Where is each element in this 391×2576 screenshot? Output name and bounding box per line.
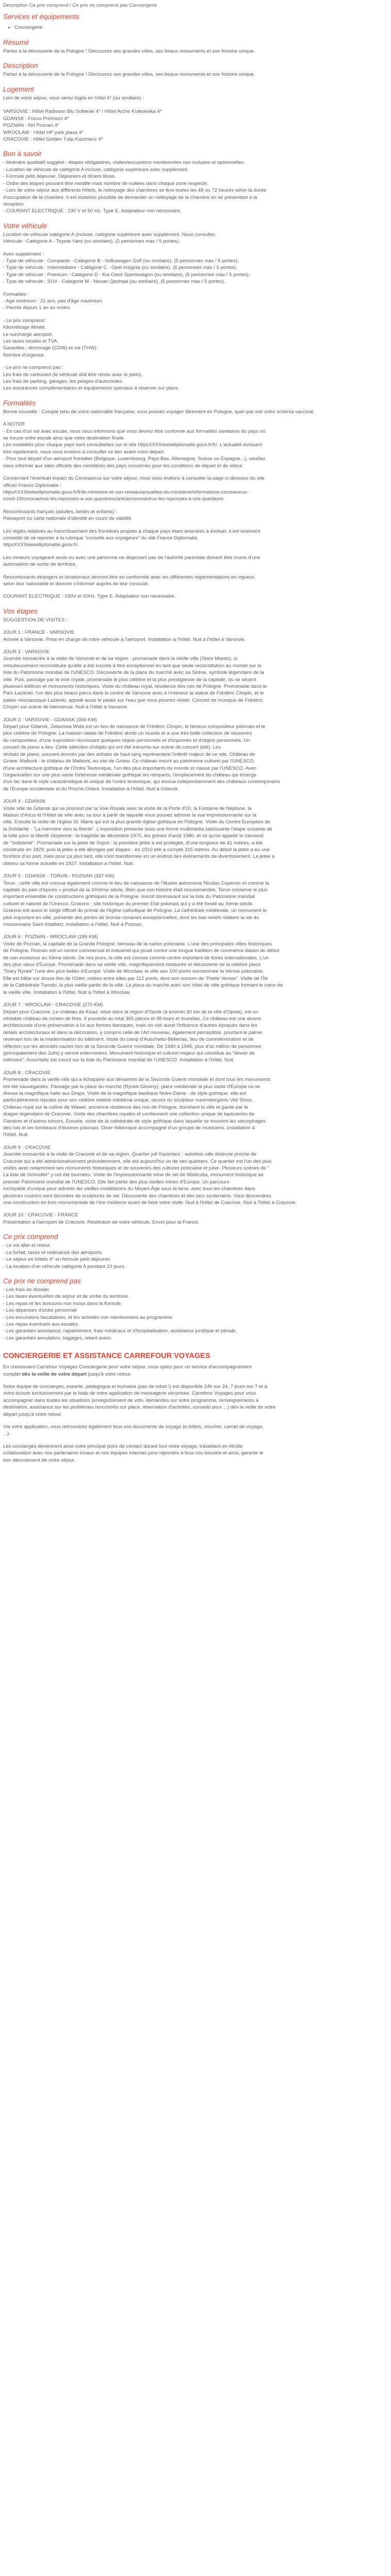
prix-ne-comprend-title: Ce prix ne comprend pas — [3, 1277, 81, 1285]
logement-block — [3, 95, 388, 143]
formalites-p8: COURANT ELECTRIQUE : 230V et 50Hz. Type E. Adaptateur non nécessaire. — [3, 594, 176, 600]
itinerary-day — [3, 1002, 388, 1064]
hotel-line: POZNAN : NH Poznan 4* — [3, 123, 59, 129]
text-line: - Itinéraire qualitatif suggéré : étapes obligatoires, visites/excursions mentionnées non incluses et optionnelles. — [3, 160, 245, 166]
day-heading: JOUR 6 : POZNAN - WROCLAW (186 KM) — [3, 934, 98, 940]
text-line: - Le forfait, taxes et redevance des aéroports. — [3, 1249, 103, 1256]
formalites-attention — [3, 421, 388, 469]
day-text-line: Journée consacrée à la visite de Cracovie et de sa région. Quartier juif Kazimierz : autrefois ville distincte proche de — [3, 1151, 257, 1158]
day-text-line: construite en 1829, puis la jetée a été allongée par étapes - en 1910 elle a compté 315 mètres. Au début la jetée a eu une — [3, 846, 270, 853]
text-line: A NOTER — [3, 421, 25, 428]
text-line: réception. — [3, 201, 25, 207]
conciergerie-p1 — [3, 1364, 388, 1378]
day-heading: JOUR 2 : VARSOVIE — [3, 649, 50, 655]
text-line: Concernant l'éventuel impact du Coronavirus sur votre séjour, nous vous invitons à consulter la page ci-dessous du site — [3, 476, 265, 482]
text-line: - Le vol aller et retour. — [3, 1243, 51, 1249]
day-text-line: Maison d'Artus et l'Hôtel de ville avec sa tour à partir de laquelle vous pouvez admirer la vue impressionnante sur la — [3, 812, 257, 818]
vehicule-avec — [3, 251, 388, 285]
text-line: - Age minimum : 21 ans, pas d'âge maximum. — [3, 298, 104, 304]
day-text-line: Cracovie qui a été administrativement précédemment, elle est aujourd'hui un de ses quartiers. Ce quartier est l'un des plus — [3, 1158, 272, 1164]
itinerary-day — [3, 1144, 388, 1207]
text-line: Nombre d'urgence. — [3, 352, 45, 358]
etapes-title: Vos étapes — [3, 607, 38, 615]
itinerary-day — [3, 717, 388, 792]
text-line: Les mineurs voyageant seuls ou avec une personne ne disposant pas de l'autorité parentale doivent être munis d'une — [3, 554, 260, 561]
day-text-line: Chopin sur scène de bienvenue. Nuit à l'hôtel à Varsovie. — [3, 704, 128, 710]
text-line: - Le prix comprend : — [3, 317, 47, 324]
bon-savoir-title: Bon à savoir — [3, 150, 42, 158]
text-line: - Les frais de dossier. — [3, 1286, 51, 1293]
prix-comprend-title: Ce prix comprend — [3, 1233, 58, 1241]
conciergerie-title: CONCIERGERIE ET ASSISTANCE CARREFOUR VOYAGES — [3, 1352, 210, 1361]
day-text-line: Visite ville de Gdansk qui se poursuit par la Voie Royale avec la visite de la Porte d'Or, la Fontaine de Neptune, la — [3, 805, 252, 811]
text-line: votre écoute exclusivement par le biais de votre application de messagerie sécurisée. Carrefour Voyages pour vous — [3, 1391, 256, 1397]
text-line: accompagner dans toutes les situations (enregistrement de vols, demandes sur votre programme, renseignements à — [3, 1397, 258, 1403]
logement-title: Logement — [3, 85, 35, 93]
itinerary-day — [3, 1070, 388, 1139]
text-line: ...). — [3, 1431, 10, 1437]
day-text-line: du compositeur, d'une exposition réunissant quelques objets personnels et d'imprimés et d'objets personnels. Un — [3, 737, 250, 743]
day-text-line: de Pologne, Poznan est un centre commercial et industriel qui jouait contre une longue tradition de commerce datant du début — [3, 948, 280, 954]
day-text-line: obtenu sa forme actuelle en 1927. Installation à l'hôtel. Nuit. — [3, 860, 135, 867]
hotel-line: VARSOVIE : Hôtel Radisson Blu Sobieski 4* / Hôtel Arche Krakowska 4* — [3, 109, 162, 115]
text-line: - Les dépenses d'ordre personnel — [3, 1308, 77, 1314]
itinerary-day — [3, 1212, 388, 1226]
day-text-line: dresse la magnifique halle aux Draps. Visite de la magnifique basilique Notre-Dame : de style gothique, elle est — [3, 1090, 247, 1096]
day-text-line: réflexion sur les atrocités nazies lors de la Seconde Guerre mondiale. De 1940 à 1945, plus d'un million de personnes — [3, 1043, 262, 1049]
text-line: - Les taxes éventuelles de séjour et de sortie du territoire. — [3, 1294, 129, 1300]
text-line: Ressortissants français (adultes, bébés et enfants) : — [3, 509, 117, 515]
text-line: Les frais de carburant (le véhicule doit être rendu avec le plein). — [3, 371, 143, 378]
text-line: selon leur nationalité et devront s'informer auprès de leur consulat. — [3, 581, 149, 587]
itinerary-day — [3, 934, 388, 996]
hotel-line: GDANSK : Focus Premium 4* — [3, 115, 69, 122]
day-text-line: Torun : cette ville est connue également comme le lieu de naissance de l'illustre astronome Nicolas Copernic et comme la — [3, 880, 269, 886]
text-line: Ressortissants étrangers et binationaux devront être en conformité avec les différentes réglementations en vigueur, — [3, 574, 255, 580]
day-text-line: la lutte pour la liberté citoyenne : la tragédie de décembre 1970, les grèves d'août 1980, et ce qu'on appelle le carnaval — [3, 833, 264, 839]
day-heading: JOUR 3 : VARSOVIE - GDANSK (356 KM) — [3, 717, 97, 723]
day-text-line: plusieurs couloirs sont décorées de sculptures de sel. Découverte des chambres et des lacs souterrains. Vous descendrez — [3, 1193, 271, 1199]
formalites-p3 — [3, 475, 388, 503]
day-text-line: Promenade dans la vieille ville qui a échappée aux désastres de la Seconde Guerre mondiale et dont tous les monuments — [3, 1077, 271, 1083]
day-text-line: de son existence au Xème siècle. De nos jours, la ville est connue comme centre important de foires internationales. L'un — [3, 955, 269, 961]
text-line: - Type de véhicule : SUV - Catégorie M - Nissan Qashqai (ou similaire), (5 personnes max / 5 portes). — [3, 279, 225, 285]
hotel-line: CRACOVIE : Hôtel Golden Tulip Kazimierz 4* — [3, 137, 103, 143]
day-text-line: Parc Łazienki, l'un des plus beaux parcs dans le centre de Varsovie avec à l'intérieur la statue de Frédéric Chopin, et le — [3, 690, 264, 697]
vehicule-title: Votre véhicule — [3, 222, 47, 230]
day-text-line: revenant lors de la modernisation du bâtiment. Visite du camp d'Auschwitz-Birkenau, lieu de commémoration et de — [3, 1037, 254, 1043]
itinerary-day — [3, 798, 388, 867]
prix-ne-comprend-block — [3, 1286, 388, 1342]
text-line: très rapidement, nous vous invitons à consulter ce lien avant votre départ. — [3, 449, 165, 455]
text-line: Les modalités pour chaque pays sont consultables sur le site httpsXXXXwwwdiplomatie.gouv.fr/fr/. L'actualité évoluant — [3, 442, 262, 448]
text-line: - La location d'un véhicule catégorie A pendant 10 jours. — [3, 1263, 126, 1269]
day-text-line: ville. Puis, passage par la voie royale, promenade le plus célèbre et la plus prestigieuse de la capitale, où se situent — [3, 676, 256, 683]
text-line: Kilométrage illimité. — [3, 325, 46, 331]
bon-savoir-block — [3, 159, 388, 214]
formalites-p1: Bonne nouvelle : Compte tenu de votre nationalité française, vous pouvez voyager librement en Pologne, quel que soit votre schéma vaccinal. — [3, 409, 315, 415]
day-text-line: de la Cathédrale Tumski, la plus vieille partie de la ville. La place du marché avec son hôtel de ville gothique formant le cœur de — [3, 982, 283, 989]
day-text-line: des rois et les tombeaux d'illustres polonais. Diner folklorique accompagné d'un groupe de musiciens. Installation à — [3, 1125, 255, 1131]
day-text-line: de l'Europe occidentale et du Proche-Orient. Installation à l'hôtel. Nuit à Gdansk. — [3, 786, 180, 792]
text-line: collaboration avec nos partenaires locaux et nos équipes internes pour répondre à tous vos besoins et ainsi, garantir le — [3, 1450, 264, 1456]
text-line: - COURANT ELECTRIQUE : 230 V et 50 Hz. Type E. Adaptateur non nécessaire. — [3, 208, 182, 214]
day-text-line: incroyable d'unique pour admirer les vieilles installations du Moyen-Âge sous la terre, avec tous les chambres dans — [3, 1186, 255, 1192]
text-line: Les règles relatives au franchissement des frontières propres à chaque pays étant amenées à évoluer, il est vivement — [3, 528, 260, 534]
day-heading: JOUR 8 : CRACOVIE — [3, 1070, 51, 1076]
day-heading: JOUR 7 : WROCLAW - CRACOVIE (270 KM) — [3, 1002, 103, 1008]
text-line: Les taxes locales et TVA. — [3, 338, 59, 344]
services-title: Services et équipements — [3, 13, 79, 21]
day-text-line: ont été sauvegardés. Passage par la place du marché (Rynek Glowny), place médiévale la plus vaste d'Europe où se — [3, 1083, 260, 1090]
vehicule-prix-comprend — [3, 317, 388, 359]
vehicule-intro — [3, 231, 388, 245]
text-line: - Le prix ne comprend pas : — [3, 365, 63, 371]
day-text-line: la vieille ville. Installation à l'hôtel. Nuit à l'hôtel à Wroclaw. — [3, 989, 131, 995]
text-line: destination, assistance sur les problèmes rencontrés sur place, réservation d'activités, conseils pour ...) dès la veille de votre — [3, 1404, 276, 1411]
day-text-line: mémoire". Auschwitz est inscrit sur la liste du Patrimoine mondial de l'UNESCO. Installation à l'hôtel. Nuit. — [3, 1057, 235, 1063]
text-line: - En cas d'un vol avec escale, nous vous informons que vous devrez être conforme aux formalités sanitaires du pays où — [3, 428, 266, 434]
text-line: - Type de véhicule : Compacte - Catégorie B - Volkswagen Golf (ou similaire), (5 personnes max / 5 portes). — [3, 258, 239, 264]
day-text-line: ville. Ensuite la visite de l'église St. Marie qui est la plus grande église gothique en Pologne. Visite du Centre Européen de — [3, 819, 270, 825]
conciergerie-p2 — [3, 1383, 388, 1418]
day-text-line: capitale du pain d'épices « produit de la XIVème siècle. Bien que son histoire était mouvementée, Torun conserve le plus — [3, 887, 268, 893]
day-heading: JOUR 5 : GDANSK - TORUN - POZNAN (337 KM) — [3, 873, 115, 879]
text-line: - Le séjour en hôtels 4* en formule petit déjeuner. — [3, 1257, 111, 1263]
day-text-line: concert de piano a lieu. Cette sélection d'objets qui ont été transmis sur scène de concert (été). Les — [3, 744, 221, 751]
prix-comprend-block — [3, 1242, 388, 1270]
day-text-line: d'une architecture gothique de l'Ordre Teutonique, l'un des plus importants du monde et classé par l'UNESCO. Avec — [3, 765, 257, 771]
day-text-line: récitals de piano, souvent donnés par des artistes de haut rang représentent l'intérêt majeur de ce site. Château de — [3, 751, 255, 757]
text-line: départ jusqu'à votre retour. — [3, 1411, 62, 1417]
formalites-p4 — [3, 509, 388, 522]
day-text-line: Gniezno est aussi le siège officiel du primat de l'église catholique de Pologne. La cathédrale médiévale, un monument le — [3, 908, 267, 914]
text-line: autorisation de sortie de territoire. — [3, 562, 77, 568]
text-line: - Formule petit déjeuner. Déjeuners et dîners libres. — [3, 174, 116, 180]
text-line: httpsXXXXwwwdiplomatie.gouv.fr/fr/le-ministere-et-son-reseau/actualites-du-ministere/informations-coronavirus- — [3, 489, 249, 495]
text-line: officiel France Diplomatie : — [3, 482, 61, 488]
text-line: Passeport ou carte nationale d'identité en cours de validité. — [3, 516, 133, 522]
day-text-line: détails architecturaux et dans la décoration, y compris celle de l'Art nouveau, également perceptible, pourtant le palme — [3, 1029, 263, 1036]
day-text-line: Gniew. Malbork : le château de Malbork, au site de Gniew. Ce château inscrit au patrimoine culturel par l'UNESCO, — [3, 758, 255, 765]
day-heading: JOUR 1 : FRANCE - VARSOVIE — [3, 630, 75, 636]
vehicule-prix-ne-comprend — [3, 364, 388, 392]
text-line: - Pour tout départ d'un aéroport frontalier (Belgique, Luxembourg, Pays-Bas, Allemagne, Suisse ou Espagne...), veuillez — [3, 456, 266, 462]
day-text-line: Flandres et d'autres trésors. Ensuite, visite de la cathédrale de style gothique dans laquelle se trouvent les sarcophages — [3, 1118, 266, 1124]
text-line: - Les repas éventuels aux escales. — [3, 1321, 79, 1327]
day-text-line: missionnaire Saint Adalbert. Installation à l'hôtel. Nuit à Poznan. — [3, 922, 143, 928]
text-line: Les concierges deviennent ainsi votre principal point de contact durant tout votre voyage, travaillant en étroite — [3, 1443, 243, 1449]
description-title: Description — [3, 62, 38, 70]
day-text-line: visités avec notamment ses monuments historiques et de souvenirs des cultures polonaise et juive. Plusieurs scènes de " — [3, 1165, 269, 1172]
day-text-line: l'organisation sur une plus vaste forteresse médiévale gothique les remparts, l'emplacement du château qui émerge — [3, 772, 257, 778]
day-text-line: Départ pour Cracovie. Le château de Ksiaz, situé dans la région d'Opole (à environ 30 km de la ville d'Opole), est un — [3, 1009, 258, 1015]
hotel-line: WROCLAW : Hôtel HP park plaza 4* — [3, 129, 84, 135]
itinerary-day — [3, 629, 388, 643]
day-text-line: des plus vieux d'Europe. Promenade dans sa vieille ville, magnifiquement restaurée et découverte de la célèbre place — [3, 962, 261, 968]
text-line: Les assurances complémentaires et équipements spéciaux à réserver sur place. — [3, 385, 180, 392]
day-text-line: premier Patrimoine mondial de l'UNESCO. Elle fait partie des plus vieilles mines d'Europe. Un parcours — [3, 1179, 230, 1185]
day-text-line: plus célèbre de Pologne. La maison natale de Frédéric abrite un musée et a une très belle collection de souvenirs — [3, 731, 252, 737]
formalites-p6 — [3, 554, 388, 568]
text-line: bon déroulement de votre séjour. — [3, 1457, 76, 1463]
day-text-line: Départ pour Gdansk. Zelazowa Wola est un lieu de naissance de Frédéric Chopin, le fameux compositeur polonais et le — [3, 724, 266, 730]
day-text-line: particulièrement réputée pour son célèbre retable médiéval unique, œuvre du sculpteur nurembergeois Veit Stoss. — [3, 1097, 253, 1104]
text-line: - Lors de votre séjour aux différents hôtels, le nettoyage des chambres se fera toutes les 48 ou 72 heures selon la durée — [3, 188, 267, 194]
text-line: nous informer aux sites officiels des ministères des pays concernés pour les conditions de départ et de retour. — [3, 463, 243, 469]
itinerary-day — [3, 649, 388, 711]
text-line: - Ordre des étapes pouvant être modifié mais nombre de nuitées dans chaque zone respecté. — [3, 180, 208, 187]
text-line: Formalités : — [3, 291, 29, 297]
text-line: covid-19/coronavirus-les-reponses-a-vos-questions/article/coronavirus-les-reponses-a-vos-questions — [3, 496, 224, 502]
text-line: d'occupation de la chambre. Il est toutefois possible de demander un nettoyage de la chambre en se présentant à la — [3, 194, 257, 200]
breadcrumb: Description Ce prix comprend / Ce prix ne comprend pas Conciergerie — [3, 3, 157, 8]
text-line: En choisissant Carrefour Voyages Conciergerie pour votre séjour, vous optez pour un service d'accompagnement — [3, 1364, 252, 1370]
day-text-line: Elle est bâtie sur douze îles de l'Oder, reliées entre elles par 112 ponts, dont son surnom de "Petite Venise". Visite de l'Île — [3, 975, 268, 981]
day-text-line: véritable château de contes de fées. Il possède au total 365 pièces et 99 tours et tourelles. Ce château est une œuvre — [3, 1015, 262, 1022]
description-text: Partez à la découverte de la Pologne ! Découvrez ses grandes villes, ses beaux monuments et son histoire unique. — [3, 72, 255, 78]
day-text-line: d'un lac dans le style caractéristique et unique de l'ordre teutonique, qui évolua indépendamment des châteaux contemporains — [3, 779, 280, 785]
formalites-p5 — [3, 528, 388, 549]
itinerary-days — [3, 629, 388, 1226]
text-line: conseillé de se reporter à la rubrique "conseils aux voyageurs" du site France Diplomatie, — [3, 535, 199, 541]
conciergerie-p3 — [3, 1423, 388, 1437]
day-text-line: l'hôtel. Nuit. — [3, 1132, 29, 1138]
text-line: - Location de véhicule de catégorie A incluse, catégorie supérieure avec supplément. — [3, 166, 189, 173]
text-line: Les frais de parking, garages, les péages d'autoroutes. — [3, 379, 124, 385]
text-line: complet — [3, 1371, 22, 1377]
resume-title: Résumé — [3, 38, 29, 46]
day-text-line: dragon légendaire de Cracovie. Visite des chambres royales et contiennent une collection unique de tapisseries de — [3, 1111, 255, 1117]
day-text-line: de "Solidarité". Promenade sur la jetée de Sopot : la première jetée à est protégée, d'une longueur de 41 mètres, a été — [3, 840, 263, 846]
text-line: - Type de véhicule : Intermédiaire - Catégorie C - Opel Insignia (ou similaire), (5 personnes max / 5 portes). — [3, 265, 238, 271]
text-line: Notre équipe de concierges, experte, pédagogue et humaine (pas de robot !) est disponible 24h sur 24, 7 jours sur 7 et à — [3, 1383, 267, 1389]
text-line: jusqu'à votre retour. — [87, 1371, 132, 1377]
day-text-line: Journée consacrée à la visite de Varsovie et de sa région : promenade dans la vieille ville (Stare Miasto), si — [3, 656, 238, 662]
day-heading: JOUR 10 : CRACOVIE - FRANCE — [3, 1212, 78, 1218]
day-text-line: Présentation à l'aéroport de Cracovie. Restitution de votre véhicule. Envol pour la France. — [3, 1219, 200, 1225]
formalites-title: Formalités — [3, 399, 36, 407]
text-line: - Permis depuis 1 an au moins. — [3, 305, 72, 311]
text-line: Garanties : dommage (CDW) et vol (THW). — [3, 345, 98, 351]
day-text-line: architecturale d'une préservation à lui aux formes baroques, mais on voit aussi l'influence d'autres époques dans les — [3, 1023, 257, 1029]
text-bold: dès la veille de votre départ — [22, 1371, 87, 1377]
vehicule-formalites — [3, 291, 388, 312]
text-line: - Les garanties annulation, bagages, retard avion. — [3, 1335, 112, 1341]
itinerary-day — [3, 873, 388, 928]
day-text-line: culturel et naturel de l'Unesco. Gniezno : site historique du premier Etat polonais qui y a été fondé au Xème siècle. — [3, 901, 254, 907]
list-item: • Conciergerie — [14, 24, 388, 31]
day-text-line: important ensemble de constructions gothiques de la Pologne. Inscrit dorénavant sur la liste du Patrimoine mondial — [3, 894, 255, 900]
day-text-line: une construction en bois monumentale de l'ère moderne avant de faire votre visite. Nuit à l'hôtel de Cracovie. Nuit à l'hôtel à Cracovie. — [3, 1200, 297, 1206]
text-line: - Les excursions facultatives, et les activités non mentionnées au programme. — [3, 1314, 174, 1320]
text-line: - Les repas et les boissons non inclus dans la formule. — [3, 1300, 122, 1307]
day-text-line: plus important en ville, présente des portes de bronze romanes exceptionnelles, dont les bas-reliefs relatent la vie du — [3, 914, 259, 921]
day-text-line: la Solidarité - "La mémoire vers la liberté". L'exposition présente sous une forme multimédia saisissante l'étape suivante de — [3, 826, 272, 832]
text-line: Via votre application, vous retrouverez également tous vos documents de voyage (e-billets, voucher, carnet de voyage, — [3, 1424, 264, 1430]
day-text-line: La liste de Schindler" y ont été tournées. Visite de l'impressionnante mine de sel de Wieliczka, monument historique au — [3, 1172, 264, 1178]
day-heading: JOUR 4 : GDANSK — [3, 799, 46, 805]
services-list — [3, 24, 388, 31]
formalites-p7 — [3, 574, 388, 588]
day-text-line: Arrivée à Varsovie. Prise en charge de votre véhicule à l'aéroport. Installation à l'hôtel. Nuit à l'hôtel à Varsovie. — [3, 636, 246, 642]
text-line: httpsXXXXwwwdiplomatie.gouv.fr/. — [3, 542, 79, 548]
day-text-line: minutieusement reconstituée qu'elle a été inscrite à titre exceptionnel en tant que seule reconstitution au monde sur la — [3, 663, 262, 669]
day-text-line: liste du Patrimoine mondial de l'UNESCO. Découverte de la place du marché avec sa Sirène, symbole légendaire de la — [3, 670, 264, 676]
day-text-line: "Stary Rynek" l'une des plus belles d'Europe. Visite de Wroclaw, la ville aux 100 ponts surnommée la Venise polonaise. — [3, 969, 264, 975]
text-line: Avec supplément : — [3, 251, 44, 257]
day-text-line: Château royal sur la colline de Wawel, ancienne résidence des rois de Pologne, dominant la ville et gardé par le — [3, 1104, 248, 1110]
text-line: - Type de véhicule : Premium - Catégorie D - Kia Ceed Sportswagon (ou similaire), (5 personnes max / 5 portes). — [3, 272, 250, 278]
day-text-line: plusieurs édifices et monuments historiques. Visite du château royal, résidence des rois de Pologne. Promenade dans le — [3, 684, 267, 690]
day-text-line: Visite de Poznan, la capitale de la Grande Pologne, berceau de la nation polonaise. L'une des principales villes historiques — [3, 941, 272, 947]
text-line: Véhicule : Catégorie A - Toyota Yaris (ou similaire), (5 personnes max / 5 portes). — [3, 239, 180, 245]
text-line: Location de véhicule catégorie A (incluse, catégorie supérieure avec supplément. Nous consulter. — [3, 231, 216, 238]
etapes-intro: SUGGESTION DE VISITES : — [3, 617, 68, 623]
day-text-line: fonction d'un port, mais pour ça plus tard, elle s'est transformée en un endroit des événements de divertissement. La jetée a — [3, 854, 275, 860]
resume-text: Partez à la découverte de la Pologne ! Découvrez ses grandes villes, ses beaux monuments et son histoire unique. — [3, 48, 255, 54]
logement-intro: Lors de votre séjour, vous serez logés en hôtel 4* (ou similaire) : — [3, 95, 144, 101]
day-text-line: (principalement des Juifs) y seront exterminées. Monument historique et culturel majeur qui constitue au "devoir de — [3, 1050, 255, 1056]
text-line: se trouve votre escale ainsi que votre destination finale. — [3, 435, 125, 442]
day-heading: JOUR 9 : CRACOVIE — [3, 1144, 51, 1150]
conciergerie-p4 — [3, 1443, 388, 1464]
text-line: - Les garanties assistance, rapatriement, frais médicaux et d'hospitalisation, assistance juridique et pénale. — [3, 1328, 237, 1334]
text-line: Le surcharge aéroport. — [3, 331, 54, 337]
day-text-line: palais néoclassique Łazienki, appelé aussi le palais sur l'eau que vous pourrez visiter. Concert de musique de Frédéric — [3, 697, 263, 703]
